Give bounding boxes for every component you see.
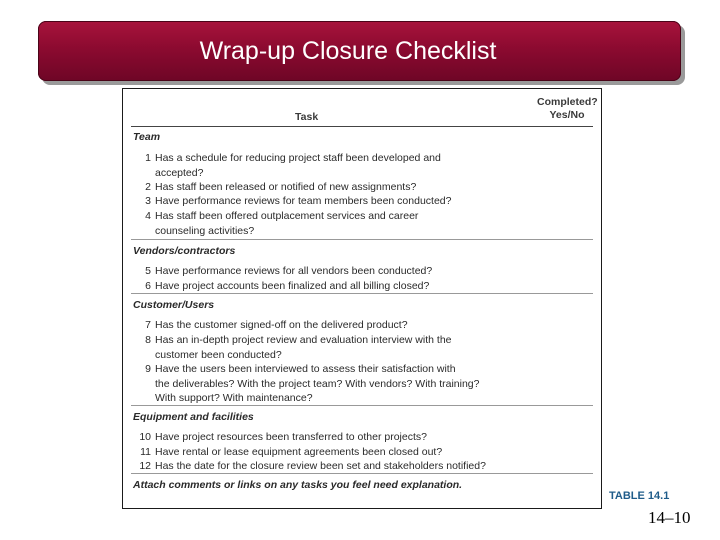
section-heading: Equipment and facilities xyxy=(133,411,254,423)
item-text-line: accepted? xyxy=(155,166,204,179)
item-text xyxy=(155,151,441,180)
checklist-item xyxy=(135,333,452,362)
column-header-completed-line1: Completed? xyxy=(537,96,598,108)
item-number: 4 xyxy=(145,210,151,222)
item-number: 6 xyxy=(145,280,151,292)
item-text-line: Have project accounts been finalized and all billing closed? xyxy=(155,280,430,292)
item-text-line: Has the customer signed-off on the delivered product? xyxy=(155,319,408,331)
item-text xyxy=(155,430,427,445)
page-number: 14–10 xyxy=(648,508,691,527)
checklist-item xyxy=(135,151,441,180)
section-heading: Customer/Users xyxy=(133,299,215,311)
table-label: TABLE 14.1 xyxy=(609,490,670,502)
item-text xyxy=(155,445,442,460)
checklist-item xyxy=(135,180,416,195)
item-text xyxy=(155,333,452,362)
checklist-item xyxy=(135,459,486,474)
item-text xyxy=(155,279,429,294)
checklist-item xyxy=(135,279,429,294)
item-text-line: Has the date for the closure review been set and stakeholders notified? xyxy=(155,460,486,472)
item-text-line: the deliverables? With the project team? With vendors? With training? xyxy=(155,377,480,390)
item-number: 2 xyxy=(145,181,151,193)
column-header-task: Task xyxy=(295,111,319,123)
item-number: 12 xyxy=(139,460,151,472)
item-number: 7 xyxy=(145,319,151,331)
section-heading: Vendors/contractors xyxy=(133,245,236,257)
header-rule xyxy=(131,126,593,127)
checklist-item xyxy=(135,264,432,279)
item-number: 9 xyxy=(145,363,151,375)
item-number: 1 xyxy=(145,152,151,164)
checklist-item xyxy=(135,194,451,209)
item-text xyxy=(155,194,451,209)
item-text xyxy=(155,362,480,406)
item-text-line: Has a schedule for reducing project staff been developed and xyxy=(155,152,441,164)
section-heading: Team xyxy=(133,131,161,143)
item-text-line: Have the users been interviewed to assess their satisfaction with xyxy=(155,363,456,375)
item-number: 3 xyxy=(145,195,151,207)
item-text xyxy=(155,318,408,333)
item-text-line: Has staff been offered outplacement services and career xyxy=(155,210,419,222)
item-text-line: Have performance reviews for all vendors been conducted? xyxy=(155,265,433,277)
item-text-line: Has staff been released or notified of new assignments? xyxy=(155,181,417,193)
item-text-line: counseling activities? xyxy=(155,224,255,237)
section-divider xyxy=(131,473,593,474)
item-number: 10 xyxy=(139,431,151,443)
checklist-table xyxy=(122,88,602,509)
checklist-item xyxy=(135,318,408,333)
column-header-completed-line2: Yes/No xyxy=(549,109,585,121)
item-number: 8 xyxy=(145,334,151,346)
item-text xyxy=(155,180,416,195)
item-text-line: customer been conducted? xyxy=(155,348,282,361)
item-text-line: Has an in-depth project review and evaluation interview with the xyxy=(155,334,452,346)
item-text xyxy=(155,459,486,474)
item-text xyxy=(155,209,418,238)
item-number: 11 xyxy=(140,446,151,458)
checklist-item xyxy=(135,430,427,445)
item-text-line: Have project resources been transferred to other projects? xyxy=(155,431,427,443)
item-text xyxy=(155,264,432,279)
column-header-completed xyxy=(537,96,597,122)
section-divider xyxy=(131,239,593,240)
checklist-item xyxy=(135,209,418,238)
item-text-line: With support? With maintenance? xyxy=(155,392,313,404)
checklist-item xyxy=(135,445,442,460)
section-divider xyxy=(131,405,593,406)
item-text-line: Have rental or lease equipment agreements been closed out? xyxy=(155,446,443,458)
checklist-item xyxy=(135,362,480,406)
footer-note: Attach comments or links on any tasks you feel need explanation. xyxy=(133,479,463,491)
item-text-line: Have performance reviews for team members been conducted? xyxy=(155,195,452,207)
title-bar xyxy=(38,21,681,81)
section-divider xyxy=(131,293,593,294)
item-number: 5 xyxy=(145,265,151,277)
slide-title: Wrap-up Closure Checklist xyxy=(199,37,497,65)
